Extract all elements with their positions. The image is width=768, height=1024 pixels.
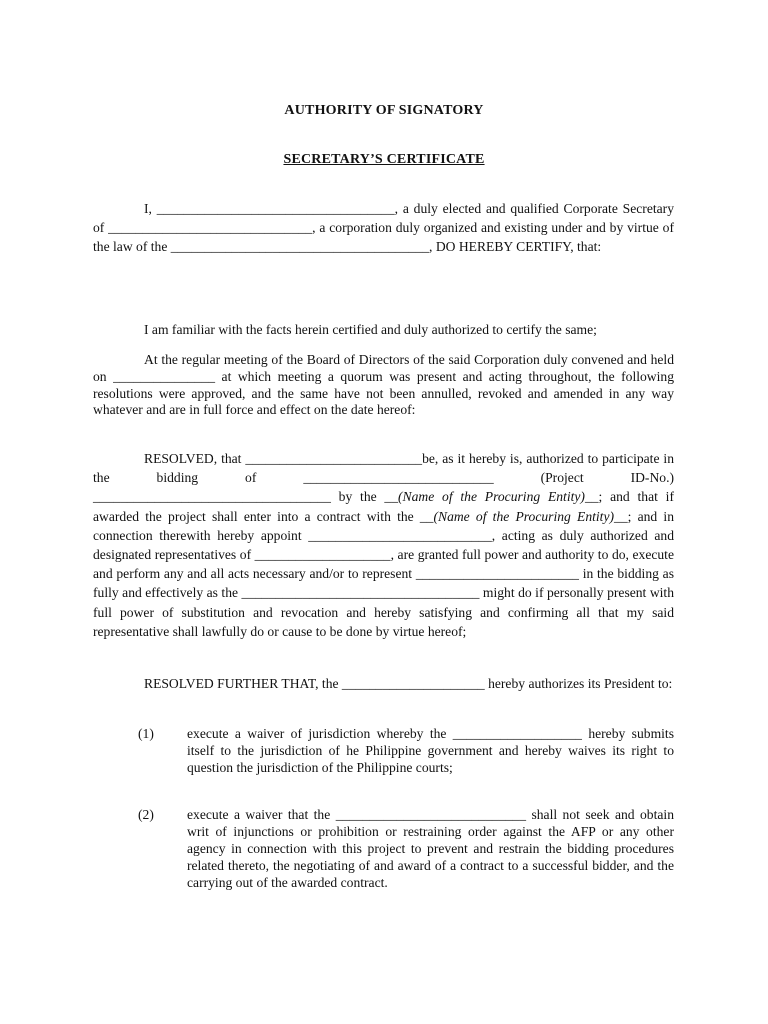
resolved-further-paragraph: RESOLVED FURTHER THAT, the _____________________ hereby authorizes its President to: [144, 676, 673, 691]
familiar-paragraph: I am familiar with the facts herein certified and duly authorized to certify the same; [144, 322, 597, 337]
resolved-text-1: RESOLVED, that __________________________be, as it hereby is, authorized to participate in the bidding of ____________________________ (Project ID-No.) ___________________________________ by the __ [93, 451, 674, 505]
resolved-text-2: __; and that if awarded the project shall enter into a contract with the __ [93, 489, 674, 524]
document-title: AUTHORITY OF SIGNATORY [284, 103, 484, 118]
list-item-text: execute a waiver of jurisdiction whereby the ___________________ hereby submits itself to the jurisdiction of he Philippine government and hereby waives its right to question the jurisdiction of the Philippine courts; [187, 726, 674, 775]
procuring-entity-placeholder-1: (Name of the Procuring Entity) [398, 489, 585, 505]
resolved-paragraph [93, 449, 674, 641]
list-item-text: execute a waiver that the ____________________________ shall not seek and obtain writ of injunctions or prohibition or restraining order against the AFP or any other agency in connection with this project to prevent and restrain the bidding procedures related thereto, the negotiating of and award of a contract to a successful bidder, and the carrying out of the awarded contract. [187, 807, 674, 890]
meeting-paragraph: At the regular meeting of the Board of Directors of the said Corporation duly convened and held on _______________ at which meeting a quorum was present and acting throughout, the following resolutions were approved, and the same have not been annulled, revoked and amended in any way whatever and are in full force and effect on the date hereof: [93, 352, 674, 418]
subtitle-text: SECRETARY’S CERTIFICATE [283, 152, 485, 167]
resolved-text-3: __; and in connection therewith hereby appoint ___________________________, acting as duly authorized and designated representatives of ____________________, are granted full power and authority to do, execute and perform any and all acts necessary and/or to represent ________________________ in the bidding as fully and effectively as the ___________________________________ might do if personally present with full power of substitution and revocation and hereby satisfying and confirming all that my said representative shall lawfully do or cause to be done by virtue hereof; [93, 508, 674, 639]
intro-paragraph: I, ___________________________________, a duly elected and qualified Corporate Secretary of ______________________________, a corporation duly organized and existing under and by virtue of the law of the ______________________________________, DO HEREBY CERTIFY, that: [93, 201, 674, 255]
list-item-number: (1) [138, 726, 154, 741]
document-subtitle [0, 152, 768, 168]
procuring-entity-placeholder-2: (Name of the Procuring Entity) [433, 508, 615, 524]
list-item-number: (2) [138, 807, 154, 822]
